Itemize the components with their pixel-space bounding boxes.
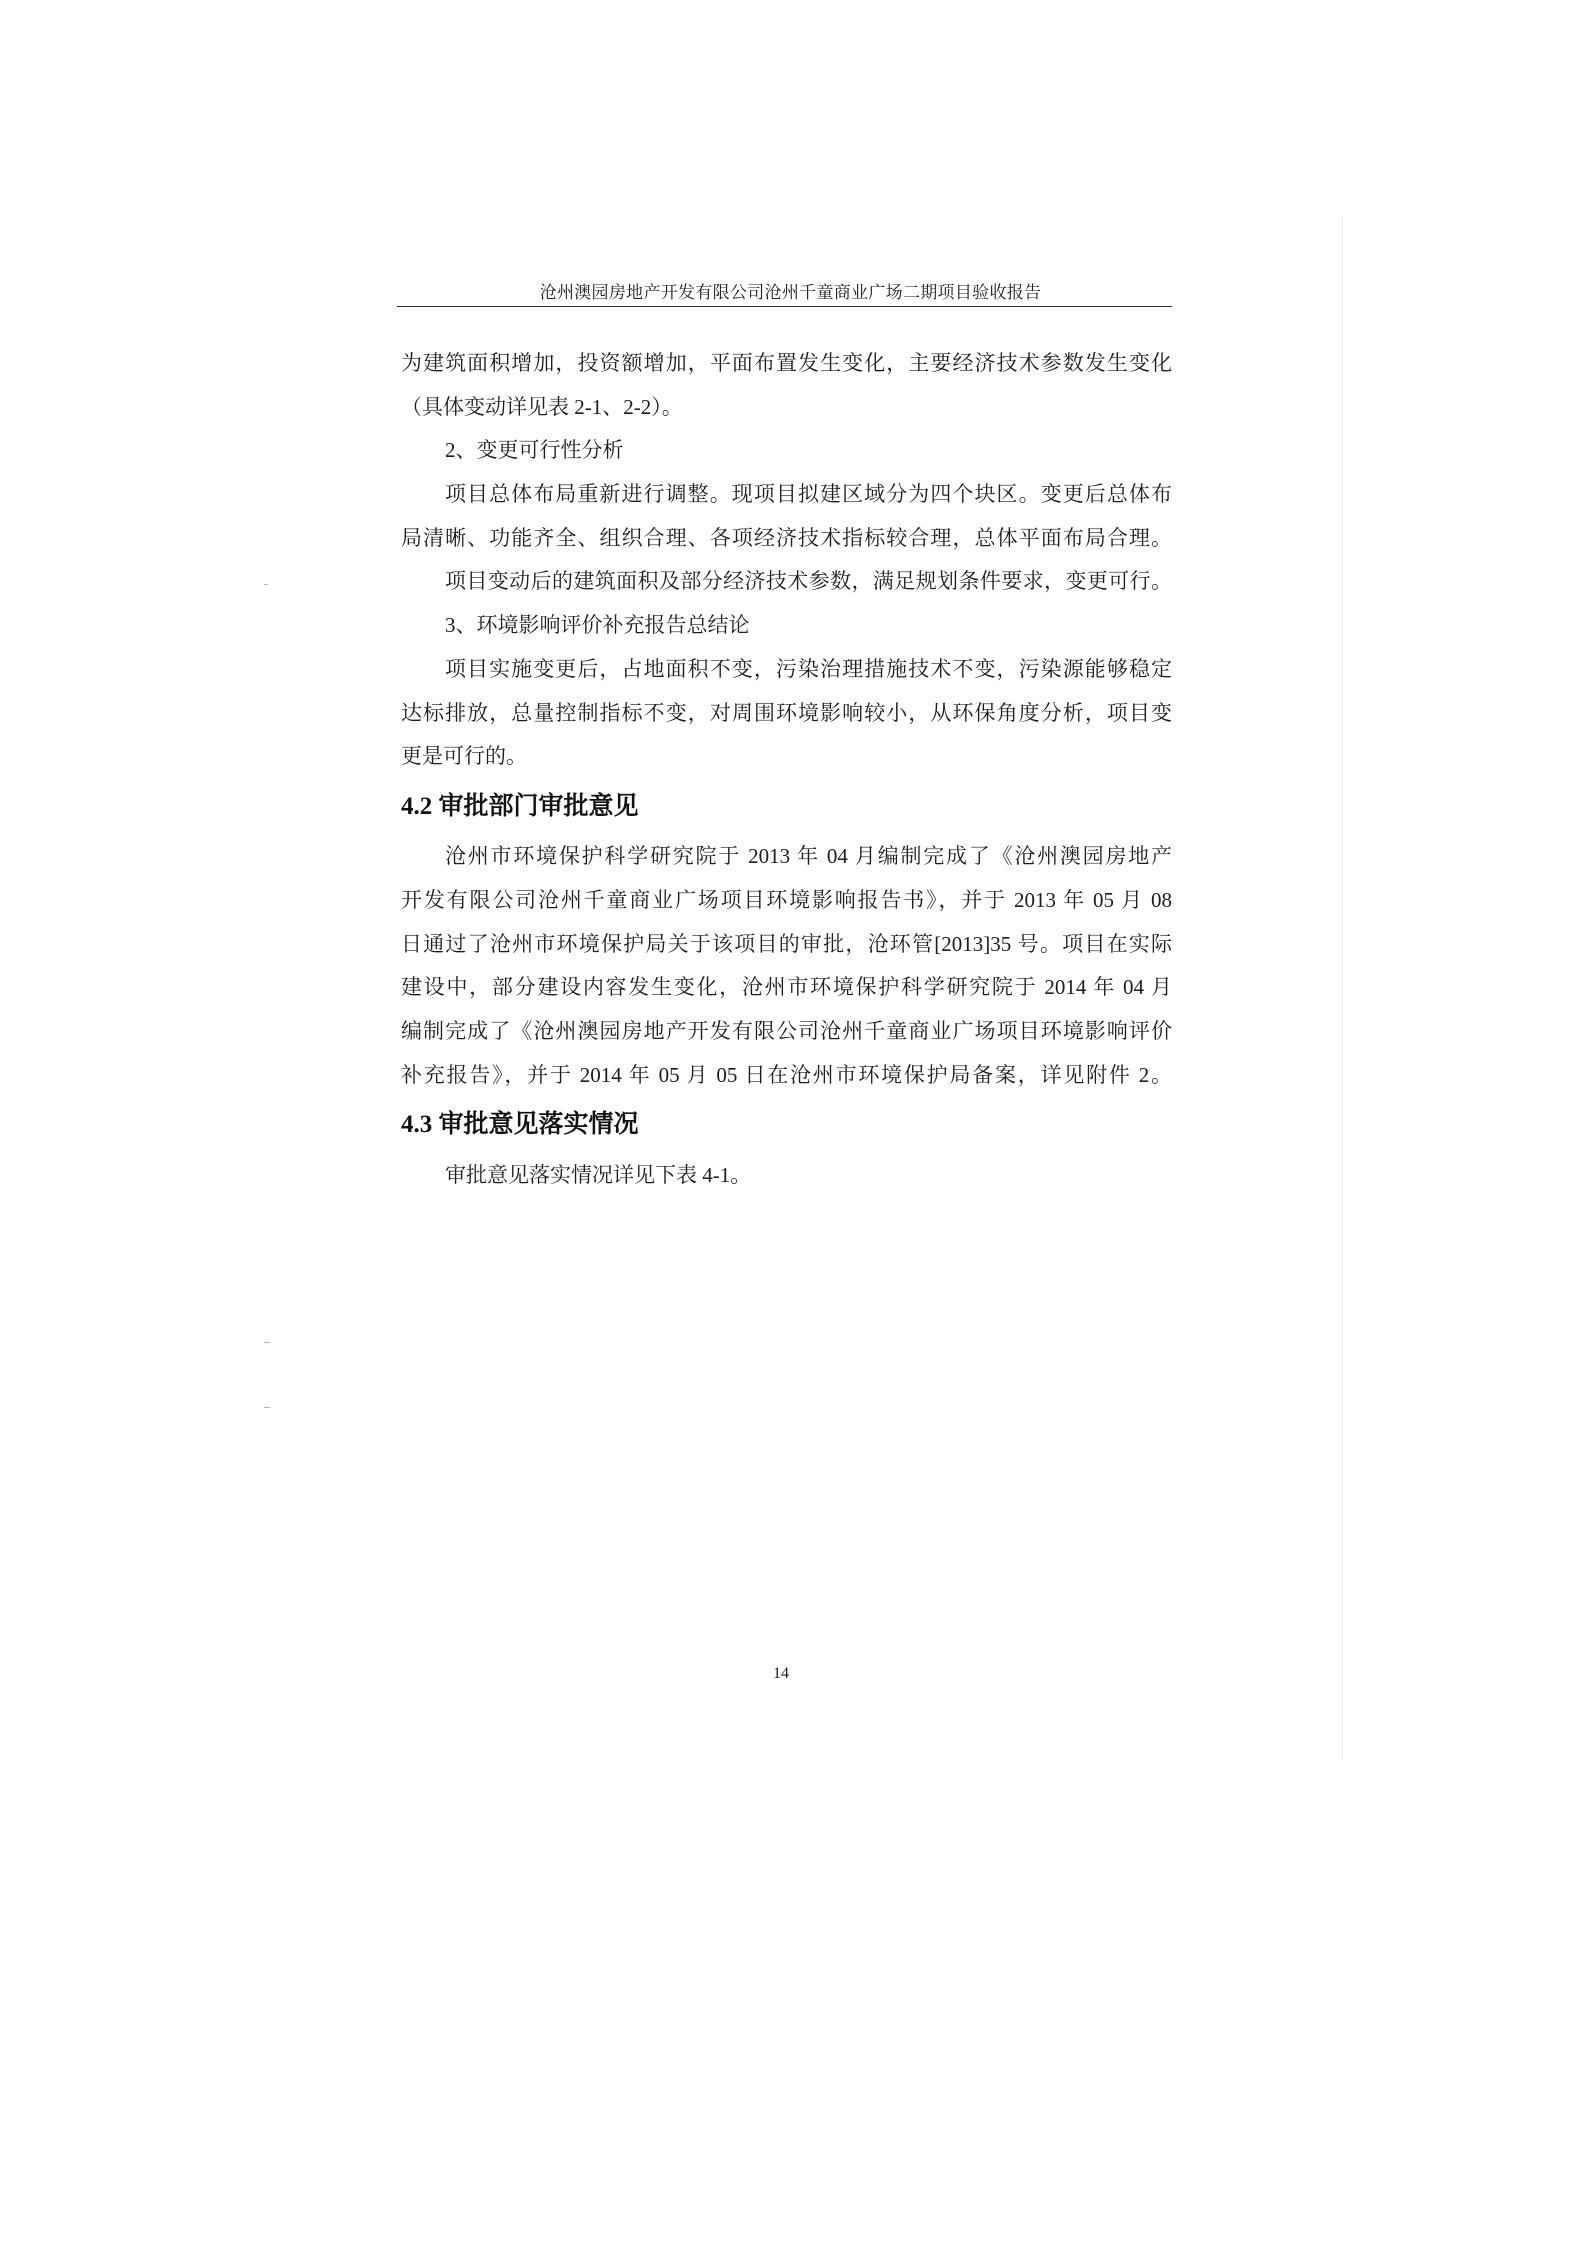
scan-speck <box>264 1407 270 1408</box>
page-number: 14 <box>773 1665 789 1682</box>
section-heading: 4.3 审批意见落实情况 <box>401 1111 639 1139</box>
paragraph-line: 编制完成了《沧州澳园房地产开发有限公司沧州千童商业广场项目环境影响评价 <box>401 1018 1172 1043</box>
paragraph-line: 补充报告》，并于 2014 年 05 月 05 日在沧州市环境保护局备案，详见附件 2。 <box>401 1062 1172 1087</box>
paragraph-line: 审批意见落实情况详见下表 4-1。 <box>445 1162 752 1187</box>
page-body <box>401 342 1172 1197</box>
paragraph-line: 开发有限公司沧州千童商业广场项目环境影响报告书》，并于 2013 年 05 月 08 <box>401 887 1172 912</box>
scan-speck <box>264 1342 270 1343</box>
paragraph-line: 项目总体布局重新进行调整。现项目拟建区域分为四个块区。变更后总体布 <box>445 482 1172 507</box>
paragraph-line: 日通过了沧州市环境保护局关于该项目的审批，沧环管[2013]35 号。项目在实际 <box>401 931 1172 956</box>
paragraph-line: 局清晰、功能齐全、组织合理、各项经济技术指标较合理，总体平面布局合理。 <box>401 525 1172 550</box>
section-heading: 4.2 审批部门审批意见 <box>401 792 639 820</box>
scan-edge-line <box>1342 216 1343 1760</box>
paragraph-line: 达标排放，总量控制指标不变，对周围环境影响较小，从环保角度分析，项目变 <box>401 700 1172 725</box>
running-header <box>397 282 1172 307</box>
paragraph-line: 建设中，部分建设内容发生变化，沧州市环境保护科学研究院于 2014 年 04 月 <box>401 975 1172 1000</box>
paragraph-line: 项目实施变更后，占地面积不变，污染治理措施技术不变，污染源能够稳定 <box>445 656 1172 681</box>
paragraph-line: 沧州市环境保护科学研究院于 2013 年 04 月编制完成了《沧州澳园房地产 <box>445 844 1172 869</box>
subsection-heading: 2、变更可行性分析 <box>445 438 624 463</box>
paragraph-line: 更是可行的。 <box>401 744 527 769</box>
paragraph-line: 为建筑面积增加，投资额增加，平面布置发生变化，主要经济技术参数发生变化 <box>401 351 1172 375</box>
paragraph-line: 项目变动后的建筑面积及部分经济技术参数，满足规划条件要求，变更可行。 <box>445 569 1172 594</box>
subsection-heading: 3、环境影响评价补充报告总结论 <box>445 613 750 638</box>
paragraph-line: （具体变动详见表 2-1、2-2）。 <box>401 394 683 419</box>
scan-speck <box>264 584 268 585</box>
running-header-title: 沧州澳园房地产开发有限公司沧州千童商业广场二期项目验收报告 <box>539 283 1042 302</box>
